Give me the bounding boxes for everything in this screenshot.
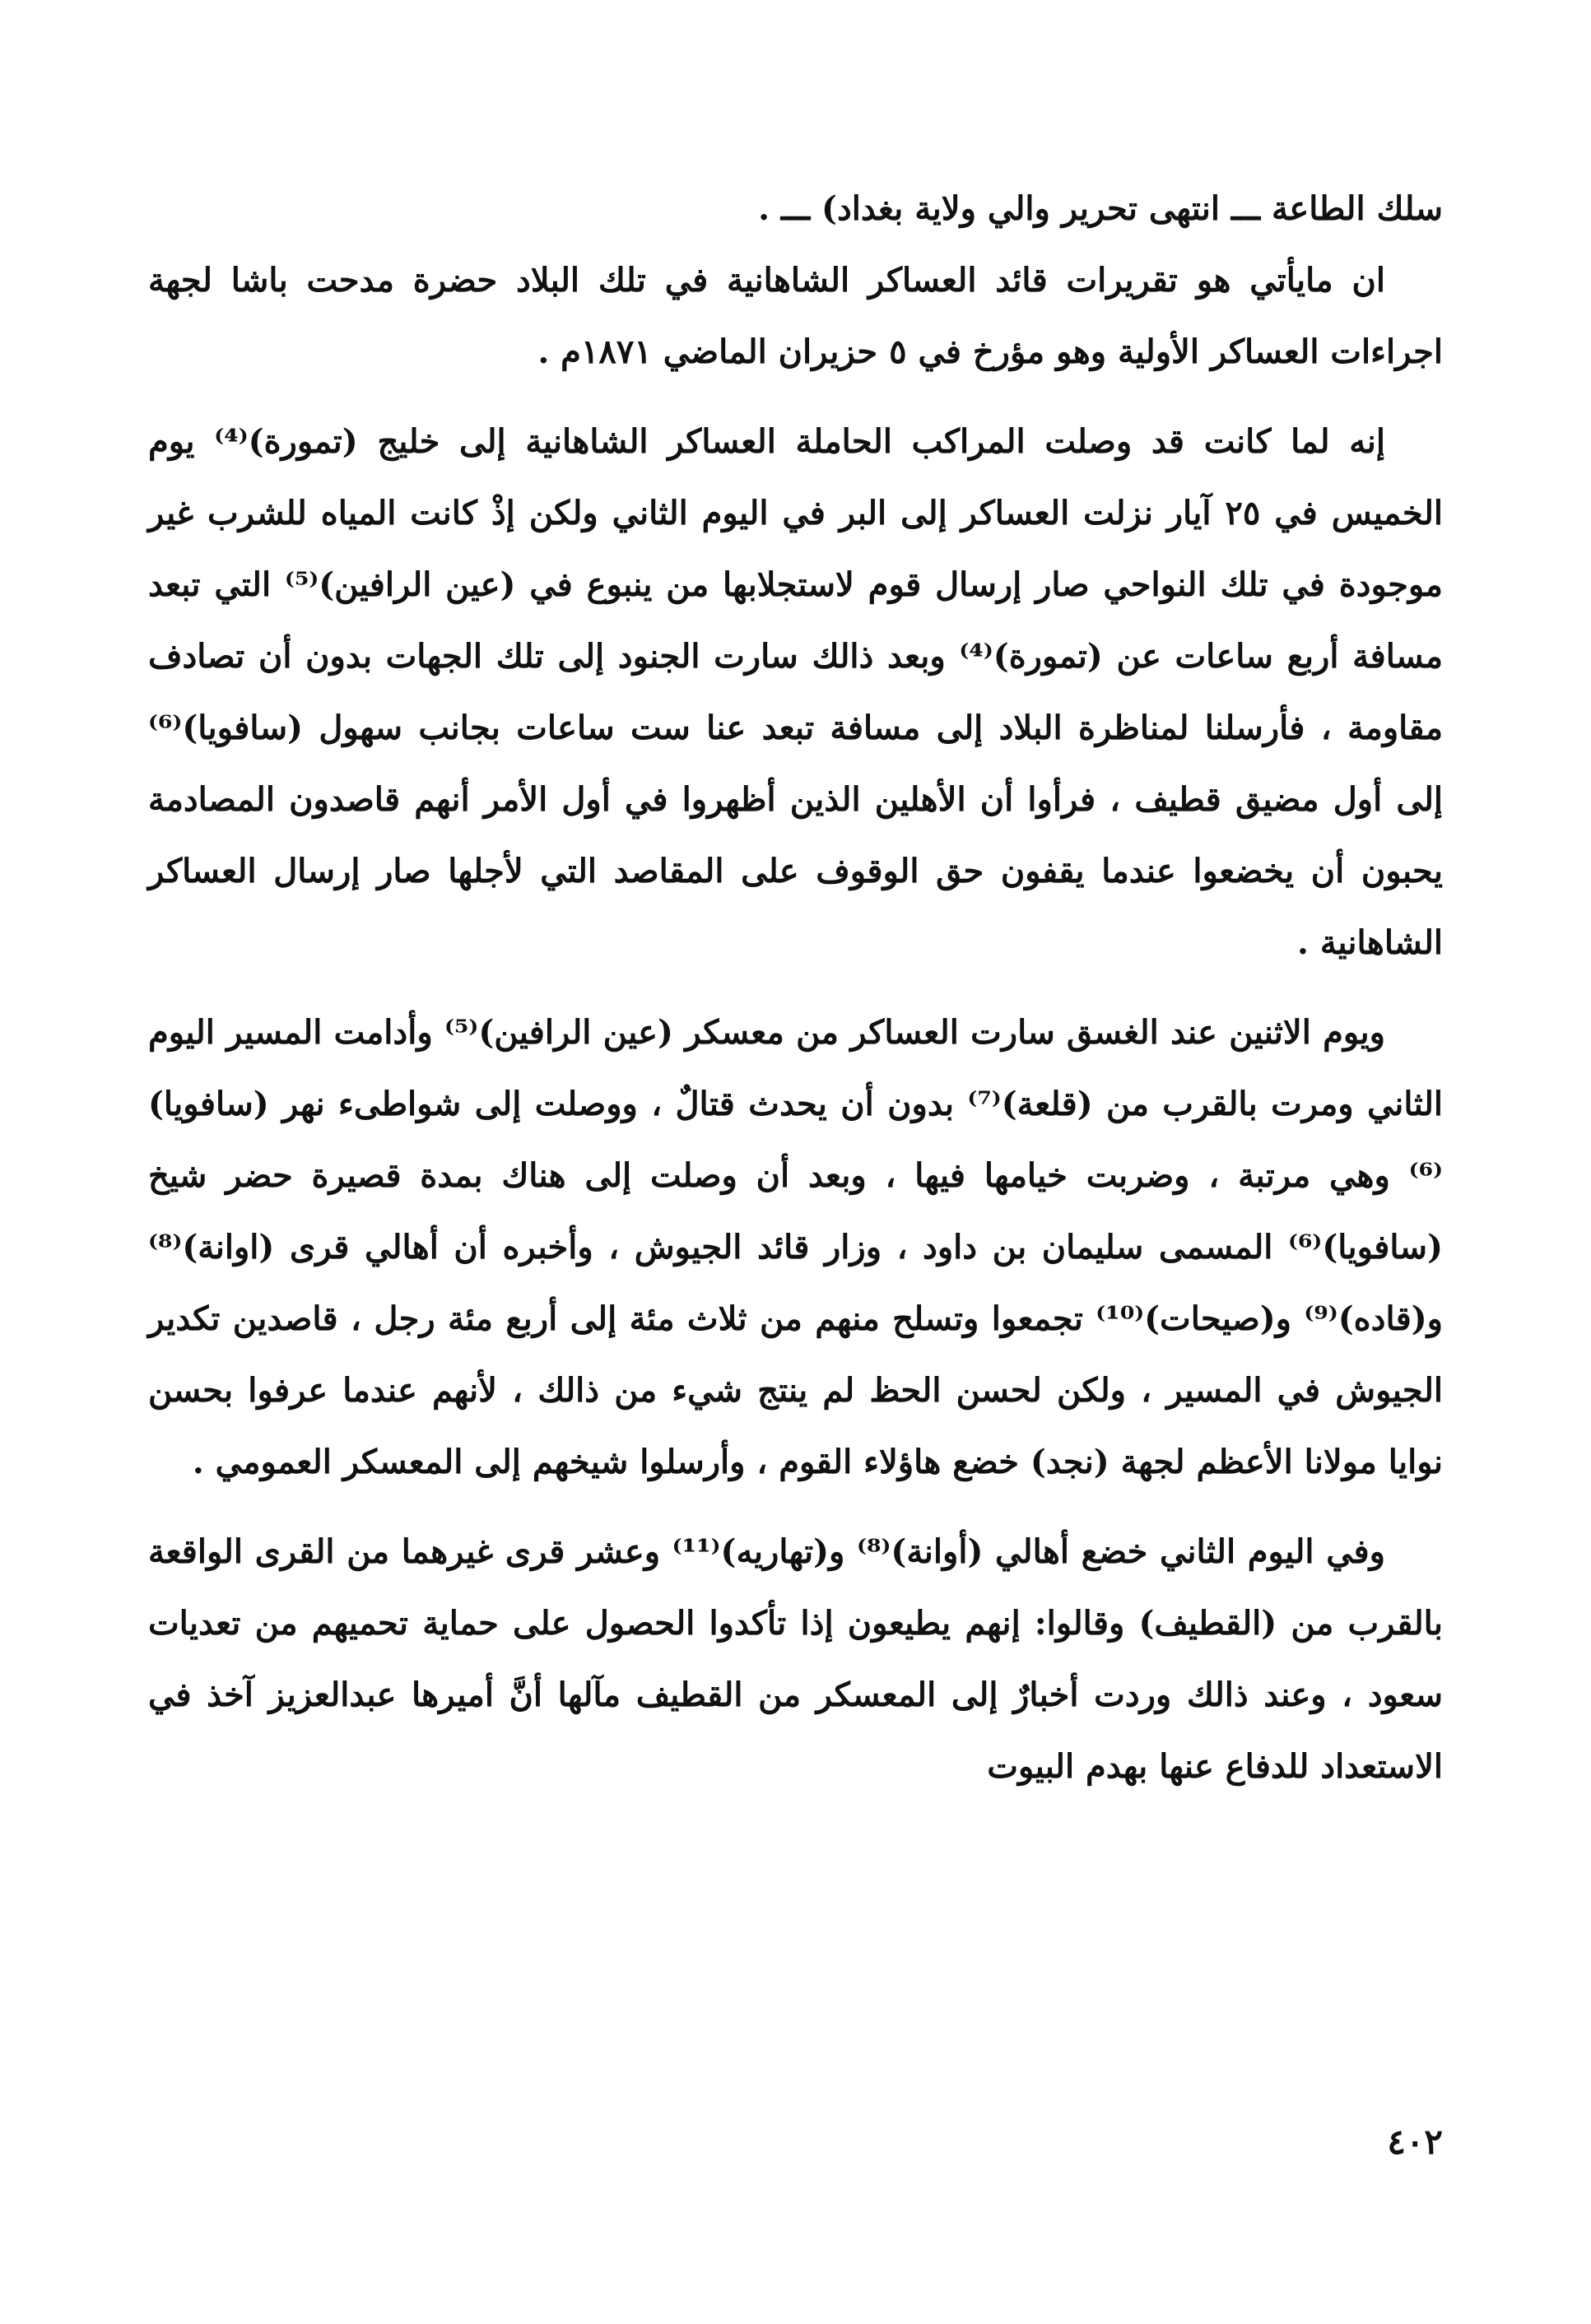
body-text (148, 173, 1443, 1802)
paragraph-1: سلك الطاعة ـــ انتهى تحرير والي ولاية بغداد) ـــ . (758, 189, 1443, 228)
paragraph-4: ويوم الاثنين عند الغسق سارت العساكر من معسكر (عين الرافين)⁽⁵⁾ وأدامت المسير اليوم الثاني ومرت بالقرب من (قلعة)⁽⁷⁾ بدون أن يحدث قتالٌ ، ووصلت إلى شواطىء نهر (سافويا)⁽⁶⁾ وهي مرتبة ، وضربت خيامها فيها ، وبعد أن وصلت إلى هناك بمدة قصيرة حضر شيخ (سافويا)⁽⁶⁾ المسمى سليمان بن داود ، وزار قائد الجيوش ، وأخبره أن أهالي قرى (اوانة)⁽⁸⁾ و(قاده)⁽⁹⁾ و(صيحات)⁽¹⁰⁾ تجمعوا وتسلح منهم من ثلاث مئة إلى أربع مئة رجل ، قاصدين تكدير الجيوش في المسير ، ولكن لحسن الحظ لم ينتج شيء من ذالك ، لأنهم عندما عرفوا بحسن نوايا مولانا الأعظم لجهة (نجد) خضع هاؤلاء القوم ، وأرسلوا شيخهم إلى المعسكر العمومي . (148, 1013, 1443, 1481)
paragraph-2: ان مايأتي هو تقريرات قائد العساكر الشاهانية في تلك البلاد حضرة مدحت باشا لجهة اجراءات العساكر الأولية وهو مؤرخ في ٥ حزيران الماضي ١٨٧١م . (148, 261, 1443, 371)
paragraph-5: وفي اليوم الثاني خضع أهالي (أوانة)⁽⁸⁾ و(تهاريه)⁽¹¹⁾ وعشر قرى غيرهما من القرى الواقعة بالقرب من (القطيف) وقالوا: إنهم يطيعون إذا تأكدوا الحصول على حماية تحميهم من تعديات سعود ، وعند ذالك وردت أخبارٌ إلى المعسكر من القطيف مآلها أنَّ أميرها عبدالعزيز آخذ في الاستعداد للدفاع عنها بهدم البيوت (148, 1532, 1443, 1786)
paragraph-3: إنه لما كانت قد وصلت المراكب الحاملة العساكر الشاهانية إلى خليج (تمورة)⁽⁴⁾ يوم الخميس في ٢٥ آيار نزلت العساكر إلى البر في اليوم الثاني ولكن إذْ كانت المياه للشرب غير موجودة في تلك النواحي صار إرسال قوم لاستجلابها من ينبوع في (عين الرافين)⁽⁵⁾ التي تبعد مسافة أربع ساعات عن (تمورة)⁽⁴⁾ وبعد ذالك سارت الجنود إلى تلك الجهات بدون أن تصادف مقاومة ، فأرسلنا لمناظرة البلاد إلى مسافة تبعد عنا ست ساعات بجانب سهول (سافويا)⁽⁶⁾ إلى أول مضيق قطيف ، فرأوا أن الأهلين الذين أظهروا في أول الأمر أنهم قاصدون المصادمة يحبون أن يخضعوا عندما يقفون حق الوقوف على المقاصد التي لأجلها صار إرسال العساكر الشاهانية . (148, 422, 1444, 962)
page-number: ٤٠٢ (1387, 2122, 1443, 2162)
